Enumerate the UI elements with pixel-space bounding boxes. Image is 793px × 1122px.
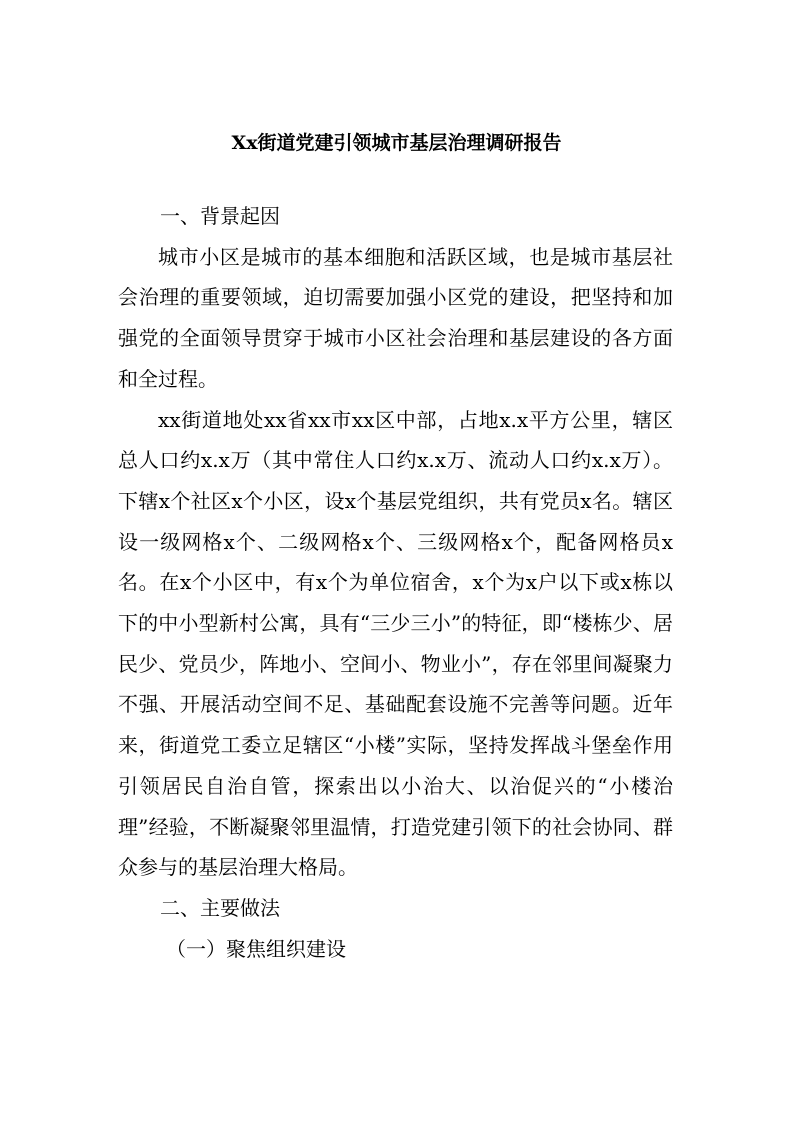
document-title: Xx街道党建引领城市基层治理调研报告 [231,132,562,154]
paragraph-street-overview: xx街道地处xx省xx市xx区中部，占地x.x平方公里，辖区总人口约x.x万（其中常住人口约x.x万、流动人口约x.x万）。下辖x个社区x个小区，设x个基层党组织，共有党员x名。辖区设一级网格x个、二级网格x个、三级网格x个，配备网格员x名。在x个小区中，有x个为单位宿舍，x个为x户以下或x栋以下的中小型新村公寓，具有“三少三小”的特征，即“楼栋少、居民少、党员少，阵地小、空间小、物业小”，存在邻里间凝聚力不强、开展活动空间不足、基础配套设施不完善等问题。近年来，街道党工委立足辖区“小楼”实际，坚持发挥战斗堡垒作用引领居民自治自管，探索出以小治大、以治促兴的“小楼治理”经验，不断凝聚邻里温情，打造党建引领下的社会协同、群众参与的基层治理大格局。 [118,407,673,880]
section-heading-main-practices: 二、主要做法 [160,895,280,920]
subsection-heading-organization: （一）聚焦组织建设 [166,936,346,961]
section-heading-background: 一、背景起因 [160,204,280,228]
paragraph-intro: 城市小区是城市的基本细胞和活跃区域，也是城市基层社会治理的重要领域，迫切需要加强小区党的建设，把坚持和加强党的全面领导贯穿于城市小区社会治理和基层建设的各方面和全过程。 [118,244,673,391]
document-body [118,196,673,969]
